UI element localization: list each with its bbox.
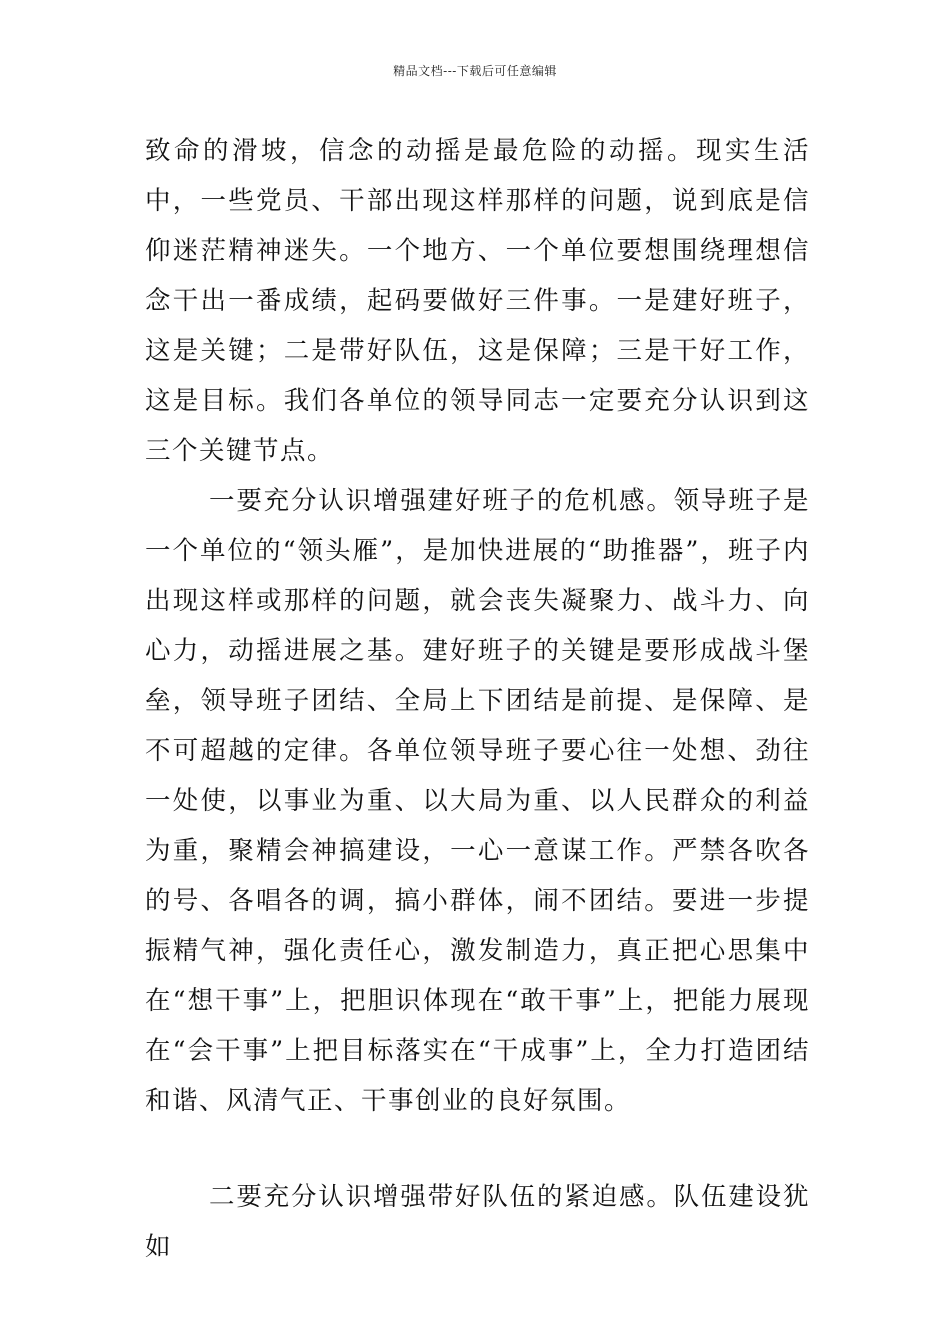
page-header: 精品文档---下载后可任意编辑 xyxy=(393,64,557,78)
paragraph-3: 二要充分认识增强带好队伍的紧迫感。队伍建设犹如 xyxy=(145,1182,810,1262)
paragraph-1: 致命的滑坡，信念的动摇是最危险的动摇。现实生活中，一些党员、干部出现这样那样的问题，说到底是信仰迷茫精神迷失。一个地方、一个单位要想围绕理想信念干出一番成绩，起码要做好三件事。一是建好班子，这是关键；二是带好队伍，这是保障；三是干好工作，这是目标。我们各单位的领导同志一定要充分认识到这三个关键节点。 xyxy=(145,136,810,466)
paragraph-2: 一要充分认识增强建好班子的危机感。领导班子是一个单位的“领头雁”，是加快进展的“助推器”，班子内出现这样或那样的问题，就会丧失凝聚力、战斗力、向心力，动摇进展之基。建好班子的关键是要形成战斗堡垒，领导班子团结、全局上下团结是前提、是保障、是不可超越的定律。各单位领导班子要心往一处想、劲往一处使，以事业为重、以大局为重、以人民群众的利益为重，聚精会神搞建设，一心一意谋工作。严禁各吹各的号、各唱各的调，搞小群体，闹不团结。要进一步提振精气神，强化责任心，激发制造力，真正把心思集中在“想干事”上，把胆识体现在“敢干事”上，把能力展现在“会干事”上把目标落实在“干成事”上，全力打造团结和谐、风清气正、干事创业的良好氛围。 xyxy=(145,486,810,1116)
